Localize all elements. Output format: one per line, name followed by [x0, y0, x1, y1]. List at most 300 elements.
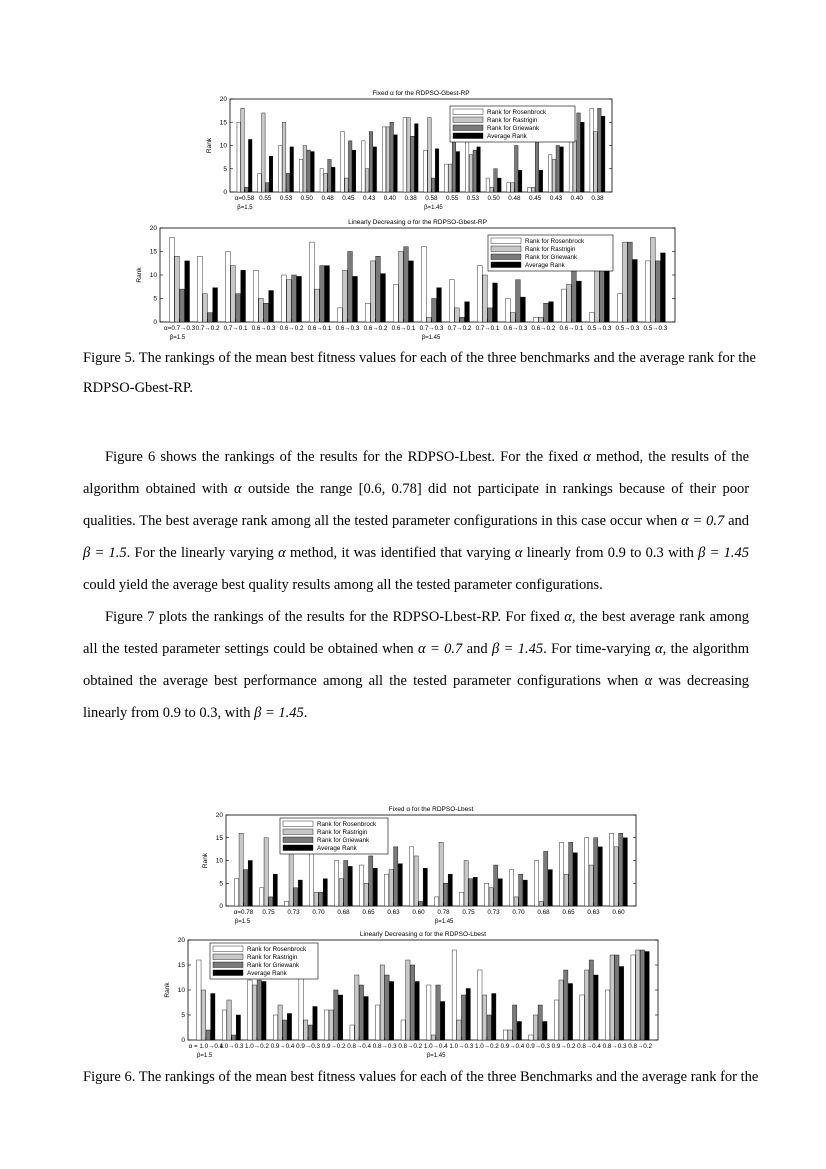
bar-average-rank: [521, 297, 526, 322]
bar-rank-for-griewank: [283, 1020, 287, 1040]
bar-rank-for-rosenbrock: [310, 851, 314, 906]
x-tick-label: 1.0→0.3: [219, 1043, 244, 1050]
x-tick-label: 0.53: [279, 195, 293, 202]
legend-swatch: [491, 238, 521, 244]
bar-average-rank: [269, 291, 274, 322]
bar-rank-for-griewank: [640, 950, 644, 1040]
bar-rank-for-rosenbrock: [533, 317, 538, 322]
bar-rank-for-rastrigin: [304, 1020, 308, 1040]
bar-average-rank: [441, 1002, 445, 1041]
bar-average-rank: [338, 995, 342, 1040]
bar-rank-for-rosenbrock: [324, 1010, 328, 1040]
x-tick-label: 0.43: [362, 195, 376, 202]
x-tick-label: 0.6→0.1: [559, 325, 584, 332]
bar-rank-for-rosenbrock: [260, 888, 264, 906]
bar-average-rank: [381, 274, 386, 322]
bar-rank-for-rosenbrock: [528, 187, 532, 192]
p1-text-6: method, it was identified that varying: [289, 545, 511, 561]
legend-swatch: [283, 829, 313, 835]
x-tick-label: 0.5→0.3: [643, 325, 668, 332]
bar-rank-for-griewank: [344, 861, 348, 907]
bar-average-rank: [498, 178, 502, 192]
bar-rank-for-rastrigin: [343, 270, 348, 322]
p2-text-1: Figure 7 plots the rankings of the results for the RDPSO-Lbest-RP. For fixed: [105, 609, 560, 625]
bar-rank-for-rosenbrock: [486, 178, 490, 192]
p2-math-2: β = 1.45: [491, 641, 544, 657]
fig5-fixed-chart: [200, 86, 620, 226]
x-tick-label: 0.7→0.1: [475, 325, 500, 332]
bar-rank-for-griewank: [594, 838, 598, 906]
bar-rank-for-rastrigin: [371, 261, 376, 322]
bar-rank-for-rastrigin: [386, 127, 390, 192]
legend-swatch: [453, 125, 483, 131]
bar-rank-for-rastrigin: [464, 861, 468, 907]
p2-text-3: and: [466, 641, 488, 657]
bar-rank-for-rosenbrock: [585, 838, 589, 906]
bar-average-rank: [409, 261, 414, 322]
x-tick-label: 0.7→0.3: [419, 325, 444, 332]
bar-rank-for-rastrigin: [483, 275, 488, 322]
x-tick-label: 0.73: [287, 909, 300, 916]
x-tick-label: 0.38: [591, 195, 604, 202]
bar-rank-for-rosenbrock: [560, 842, 564, 906]
bar-rank-for-rosenbrock: [410, 847, 414, 906]
bar-average-rank: [465, 302, 470, 322]
bar-rank-for-rastrigin: [227, 1000, 231, 1040]
x-tick-label: 0.5→0.3: [615, 325, 640, 332]
bar-rank-for-rastrigin: [455, 308, 460, 322]
x-tick-label: 0.6→0.2: [279, 325, 304, 332]
bar-average-rank: [297, 276, 302, 322]
bar-rank-for-rastrigin: [345, 178, 349, 192]
bar-average-rank: [332, 167, 336, 192]
bar-rank-for-griewank: [519, 874, 523, 906]
fig5-linear-chart: [130, 213, 690, 345]
bar-rank-for-rastrigin: [303, 146, 307, 193]
bar-rank-for-griewank: [286, 173, 290, 192]
y-tick-label: 10: [149, 272, 157, 280]
beta-group-label: β=1.45: [426, 1053, 446, 1058]
legend-label: Rank for Griewank: [247, 962, 300, 969]
legend-label: Average Rank: [317, 845, 357, 852]
bar-average-rank: [560, 147, 564, 192]
bar-average-rank: [456, 152, 460, 192]
bar-rank-for-griewank: [308, 1025, 312, 1040]
p1-math-1: α = 0.7: [681, 513, 725, 529]
bar-rank-for-rosenbrock: [548, 155, 552, 192]
p2-text-2: , the best average rank among all the tested parameter settings could be obtained when: [83, 609, 749, 657]
x-tick-label: α=0.7→0.3: [164, 325, 196, 332]
x-tick-label: 0.38: [404, 195, 417, 202]
bar-average-rank: [236, 1015, 240, 1040]
bar-rank-for-rosenbrock: [452, 950, 456, 1040]
bar-rank-for-griewank: [404, 247, 409, 322]
bar-average-rank: [623, 838, 627, 906]
bar-average-rank: [518, 170, 522, 192]
y-tick-label: 5: [181, 1012, 185, 1020]
bar-average-rank: [248, 139, 252, 192]
x-tick-label: 0.60: [412, 909, 425, 916]
x-tick-label: 0.65: [362, 909, 375, 916]
bar-average-rank: [241, 270, 246, 322]
bar-rank-for-rastrigin: [566, 284, 571, 322]
x-tick-label: 0.6→0.3: [335, 325, 360, 332]
legend-label: Rank for Rosenbrock: [525, 238, 585, 245]
legend-swatch: [213, 962, 243, 968]
bar-rank-for-rosenbrock: [285, 901, 289, 906]
legend-label: Rank for Rastrigin: [247, 954, 298, 961]
bar-rank-for-rastrigin: [241, 108, 245, 192]
bar-rank-for-griewank: [564, 970, 568, 1040]
bar-rank-for-rastrigin: [573, 141, 577, 192]
x-tick-label: 0.8→0.3: [602, 1043, 627, 1050]
p1-alpha-2: α: [234, 481, 242, 497]
y-tick-label: 20: [149, 225, 157, 233]
bar-rank-for-rastrigin: [431, 1035, 435, 1040]
bar-rank-for-griewank: [556, 146, 560, 193]
bar-rank-for-rastrigin: [175, 256, 180, 322]
legend-label: Rank for Rosenbrock: [317, 821, 377, 828]
y-tick-label: 15: [215, 834, 223, 842]
bar-rank-for-griewank: [328, 159, 332, 192]
x-tick-label: 0.8→0.3: [372, 1043, 397, 1050]
bar-rank-for-griewank: [320, 266, 325, 322]
legend-swatch: [283, 845, 313, 851]
bar-rank-for-griewank: [494, 169, 498, 192]
bar-rank-for-rosenbrock: [605, 990, 609, 1040]
x-tick-label: 0.6→0.1: [307, 325, 332, 332]
paragraph-1: [83, 441, 749, 601]
bar-rank-for-rastrigin: [636, 950, 640, 1040]
bar-average-rank: [466, 989, 470, 1041]
bar-rank-for-rosenbrock: [435, 897, 439, 906]
bar-rank-for-rosenbrock: [235, 879, 239, 906]
bar-average-rank: [517, 1022, 521, 1041]
y-tick-label: 10: [177, 987, 185, 995]
bar-average-rank: [435, 149, 439, 192]
bar-rank-for-rosenbrock: [197, 960, 201, 1040]
bar-rank-for-rastrigin: [614, 847, 618, 906]
bar-average-rank: [394, 135, 398, 192]
x-tick-label: 1.0→0.4: [423, 1043, 448, 1050]
legend-swatch: [213, 970, 243, 976]
x-tick-label: 0.40: [570, 195, 583, 202]
bar-rank-for-rosenbrock: [226, 252, 231, 323]
x-tick-label: 0.58: [425, 195, 438, 202]
bar-average-rank: [581, 122, 585, 192]
p2-alpha-1: α: [564, 609, 572, 625]
bar-rank-for-griewank: [513, 1005, 517, 1040]
bar-rank-for-griewank: [572, 270, 577, 322]
fig6-fixed-chart: [196, 801, 646, 933]
bar-rank-for-rastrigin: [329, 1010, 333, 1040]
bar-rank-for-griewank: [359, 985, 363, 1040]
p1-text-1: Figure 6 shows the rankings of the results for the RDPSO-Lbest. For the fixed: [105, 449, 579, 465]
figure5-caption-line1: Figure 5. The rankings of the mean best fitness values for each of the three benchmarks and the average rank for the: [83, 350, 756, 366]
x-tick-label: 0.63: [587, 909, 600, 916]
bar-rank-for-griewank: [619, 833, 623, 906]
bar-rank-for-rosenbrock: [248, 980, 252, 1040]
x-tick-label: 0.53: [466, 195, 480, 202]
legend-label: Rank for Rastrigin: [525, 246, 576, 253]
y-axis-label: Rank: [164, 982, 171, 998]
x-tick-label: 0.63: [387, 909, 400, 916]
bar-average-rank: [619, 967, 623, 1041]
bar-average-rank: [185, 261, 190, 322]
bar-rank-for-rastrigin: [514, 897, 518, 906]
x-tick-label: 0.6→0.2: [363, 325, 388, 332]
bar-rank-for-rosenbrock: [590, 108, 594, 192]
y-tick-label: 15: [177, 962, 185, 970]
x-tick-label: 0.40: [383, 195, 396, 202]
x-tick-label: 0.48: [321, 195, 334, 202]
x-tick-label: 0.55: [259, 195, 272, 202]
legend-swatch: [283, 837, 313, 843]
x-tick-label: 0.6→0.1: [391, 325, 416, 332]
bar-rank-for-rosenbrock: [198, 256, 203, 322]
bar-rank-for-rastrigin: [428, 118, 432, 192]
bar-average-rank: [373, 868, 377, 906]
bar-average-rank: [539, 170, 543, 192]
bar-rank-for-rosenbrock: [385, 874, 389, 906]
bar-rank-for-rastrigin: [539, 901, 543, 906]
beta-group-label: β=1.5: [234, 919, 251, 925]
bar-average-rank: [423, 868, 427, 906]
fig6-linear-chart: [160, 928, 670, 1058]
x-tick-label: 0.8→0.4: [577, 1043, 601, 1050]
x-tick-label: 0.75: [462, 909, 475, 916]
bar-rank-for-rosenbrock: [299, 159, 303, 192]
x-tick-label: 1.0→0.3: [449, 1043, 474, 1050]
bar-average-rank: [548, 870, 552, 906]
bar-rank-for-rosenbrock: [338, 308, 343, 322]
y-tick-label: 20: [219, 96, 227, 104]
bar-rank-for-rastrigin: [282, 122, 286, 192]
bar-rank-for-griewank: [432, 299, 437, 323]
x-tick-label: 0.78: [437, 909, 450, 916]
legend-label: Rank for Griewank: [487, 125, 540, 132]
p1-math-3: β = 1.45: [698, 545, 750, 561]
bar-rank-for-rosenbrock: [505, 299, 510, 323]
bar-rank-for-griewank: [410, 965, 414, 1040]
bar-rank-for-griewank: [394, 847, 398, 906]
bar-rank-for-rosenbrock: [320, 169, 324, 192]
bar-average-rank: [290, 147, 294, 192]
y-tick-label: 0: [181, 1037, 185, 1045]
figure5-caption: [83, 343, 756, 403]
legend-swatch: [491, 262, 521, 268]
bar-rank-for-griewank: [265, 183, 269, 192]
x-tick-label: α=0.78: [233, 909, 254, 916]
legend-label: Rank for Griewank: [317, 837, 370, 844]
bar-rank-for-rosenbrock: [258, 173, 262, 192]
bar-rank-for-rastrigin: [427, 317, 432, 322]
bar-rank-for-rosenbrock: [360, 865, 364, 906]
bar-rank-for-rosenbrock: [617, 294, 622, 322]
bar-rank-for-rastrigin: [365, 169, 369, 192]
bar-rank-for-griewank: [348, 141, 352, 192]
bar-average-rank: [389, 982, 393, 1041]
bar-rank-for-rosenbrock: [424, 150, 428, 192]
bar-rank-for-griewank: [589, 960, 593, 1040]
x-tick-label: 0.5→0.3: [587, 325, 612, 332]
paragraph-rdpso-lbest: [83, 441, 749, 729]
bar-rank-for-griewank: [494, 865, 498, 906]
bar-rank-for-griewank: [369, 856, 373, 906]
bar-average-rank: [298, 880, 302, 906]
bar-average-rank: [348, 866, 352, 906]
y-tick-label: 20: [177, 937, 185, 945]
bar-average-rank: [437, 288, 442, 322]
bar-rank-for-rastrigin: [531, 187, 535, 192]
bar-rank-for-rastrigin: [538, 317, 543, 322]
bar-average-rank: [543, 1022, 547, 1041]
p1-text-4: and: [728, 513, 750, 529]
p1-text-5: . For the linearly varying: [126, 545, 274, 561]
x-tick-label: 0.45: [342, 195, 355, 202]
bar-average-rank: [661, 253, 666, 322]
bar-rank-for-rosenbrock: [510, 870, 514, 906]
p2-text-4: . For time-varying: [543, 641, 651, 657]
bar-rank-for-rastrigin: [552, 159, 556, 192]
bar-rank-for-rosenbrock: [535, 861, 539, 907]
bar-rank-for-griewank: [487, 1015, 491, 1040]
bar-rank-for-griewank: [516, 280, 521, 322]
y-tick-label: 15: [149, 248, 157, 256]
bar-rank-for-rosenbrock: [237, 122, 241, 192]
bar-average-rank: [353, 276, 358, 322]
bar-average-rank: [311, 152, 315, 192]
bar-average-rank: [415, 982, 419, 1041]
x-tick-label: 0.7→0.2: [195, 325, 220, 332]
bar-rank-for-griewank: [544, 303, 549, 322]
bar-rank-for-rastrigin: [389, 870, 393, 906]
bar-rank-for-rastrigin: [469, 155, 473, 192]
x-tick-label: 0.60: [612, 909, 625, 916]
bar-rank-for-rastrigin: [594, 132, 598, 192]
figure6-caption-line1: Figure 6. The rankings of the mean best fitness values for each of the three Benchmarks and the average rank for the: [83, 1069, 759, 1085]
p1-text-8: could yield the average best quality results among all the tested parameter configurations.: [83, 577, 603, 593]
x-tick-label: 0.75: [262, 909, 275, 916]
y-tick-label: 20: [215, 812, 223, 820]
bar-rank-for-rosenbrock: [485, 883, 489, 906]
bar-rank-for-rastrigin: [380, 965, 384, 1040]
bar-rank-for-griewank: [348, 252, 353, 323]
x-tick-label: 0.6→0.2: [531, 325, 556, 332]
y-tick-label: 10: [215, 857, 223, 865]
legend-label: Average Rank: [487, 133, 527, 140]
p1-text-3: outside the range [0.6, 0.78] did not participate in rankings because of their poor qualities. The best average rank among all the tested parameter configurations in this case occur when: [83, 481, 750, 529]
bar-rank-for-rastrigin: [252, 985, 256, 1040]
bar-rank-for-rosenbrock: [273, 1015, 277, 1040]
x-tick-label: 0.43: [549, 195, 563, 202]
p2-alpha-2: α: [654, 641, 663, 657]
bar-average-rank: [493, 283, 498, 322]
bar-rank-for-griewank: [460, 317, 465, 322]
legend-swatch: [453, 117, 483, 123]
p2-math-3: β = 1.45: [254, 705, 304, 721]
bar-rank-for-rastrigin: [314, 892, 318, 906]
bar-rank-for-griewank: [628, 242, 633, 322]
bar-average-rank: [248, 861, 252, 907]
bar-average-rank: [448, 874, 452, 906]
fig5-fixed-svg: [200, 86, 620, 226]
bar-average-rank: [262, 982, 266, 1041]
bar-rank-for-griewank: [376, 256, 381, 322]
bar-rank-for-rosenbrock: [376, 1005, 380, 1040]
legend-label: Rank for Rastrigin: [487, 117, 538, 124]
bar-rank-for-rastrigin: [339, 879, 343, 906]
bar-average-rank: [573, 853, 577, 906]
legend-swatch: [491, 246, 521, 252]
bar-rank-for-rosenbrock: [335, 861, 339, 907]
bar-rank-for-rastrigin: [259, 299, 264, 323]
legend-swatch: [213, 946, 243, 952]
figure6-caption: [83, 1062, 759, 1092]
beta-group-label: β=1.45: [434, 919, 454, 925]
bar-average-rank: [498, 879, 502, 906]
bar-rank-for-rastrigin: [364, 883, 368, 906]
p2-text-5: , the algorithm obtained the average best performance among all the tested parameter configurations when: [83, 641, 750, 689]
bar-average-rank: [323, 879, 327, 906]
chart-title: Linearly Decreasing α for the RDPSO-Gbest-RP: [348, 219, 487, 226]
bar-rank-for-griewank: [208, 313, 213, 322]
bar-rank-for-griewank: [515, 146, 519, 193]
y-tick-label: 5: [219, 880, 223, 888]
bar-average-rank: [287, 1014, 291, 1041]
x-tick-label: 0.9→0.3: [296, 1043, 320, 1050]
chart-title: Fixed α for the RDPSO-Lbest: [388, 806, 474, 813]
bar-average-rank: [473, 877, 477, 906]
bar-rank-for-rastrigin: [399, 252, 404, 323]
y-tick-label: 10: [219, 142, 227, 150]
bar-rank-for-rastrigin: [355, 975, 359, 1040]
p2-text-6: was decreasing linearly from 0.9 to 0.3, with: [83, 673, 750, 721]
bar-rank-for-rastrigin: [239, 833, 243, 906]
bar-rank-for-rastrigin: [564, 874, 568, 906]
x-tick-label: 0.45: [529, 195, 542, 202]
bar-rank-for-rastrigin: [508, 1030, 512, 1040]
x-tick-label: 1.0→0.2: [245, 1043, 269, 1050]
x-tick-label: 0.7→0.2: [447, 325, 472, 332]
bar-rank-for-rosenbrock: [465, 136, 469, 192]
bar-rank-for-griewank: [294, 888, 298, 906]
x-tick-label: 0.50: [487, 195, 500, 202]
bar-rank-for-rosenbrock: [507, 183, 511, 192]
p2-math-1: α = 0.7: [417, 641, 463, 657]
bar-rank-for-rastrigin: [264, 838, 268, 906]
legend-label: Rank for Rastrigin: [317, 829, 368, 836]
bar-rank-for-rastrigin: [406, 960, 410, 1040]
bar-rank-for-griewank: [436, 985, 440, 1040]
y-axis-label: Rank: [136, 267, 143, 283]
bar-rank-for-griewank: [269, 897, 273, 906]
x-tick-label: 0.9→0.4: [270, 1043, 295, 1050]
bar-rank-for-rastrigin: [490, 187, 494, 192]
bar-rank-for-griewank: [245, 187, 249, 192]
bar-rank-for-rosenbrock: [561, 289, 566, 322]
bar-rank-for-griewank: [264, 303, 269, 322]
fig6-fixed-svg: [196, 801, 646, 933]
bar-rank-for-rastrigin: [278, 1005, 282, 1040]
bar-average-rank: [398, 864, 402, 906]
bar-rank-for-griewank: [385, 975, 389, 1040]
bar-rank-for-griewank: [206, 1030, 210, 1040]
bar-rank-for-rosenbrock: [478, 970, 482, 1040]
bar-rank-for-rastrigin: [262, 113, 266, 192]
bar-rank-for-griewank: [390, 122, 394, 192]
bar-rank-for-rosenbrock: [366, 303, 371, 322]
